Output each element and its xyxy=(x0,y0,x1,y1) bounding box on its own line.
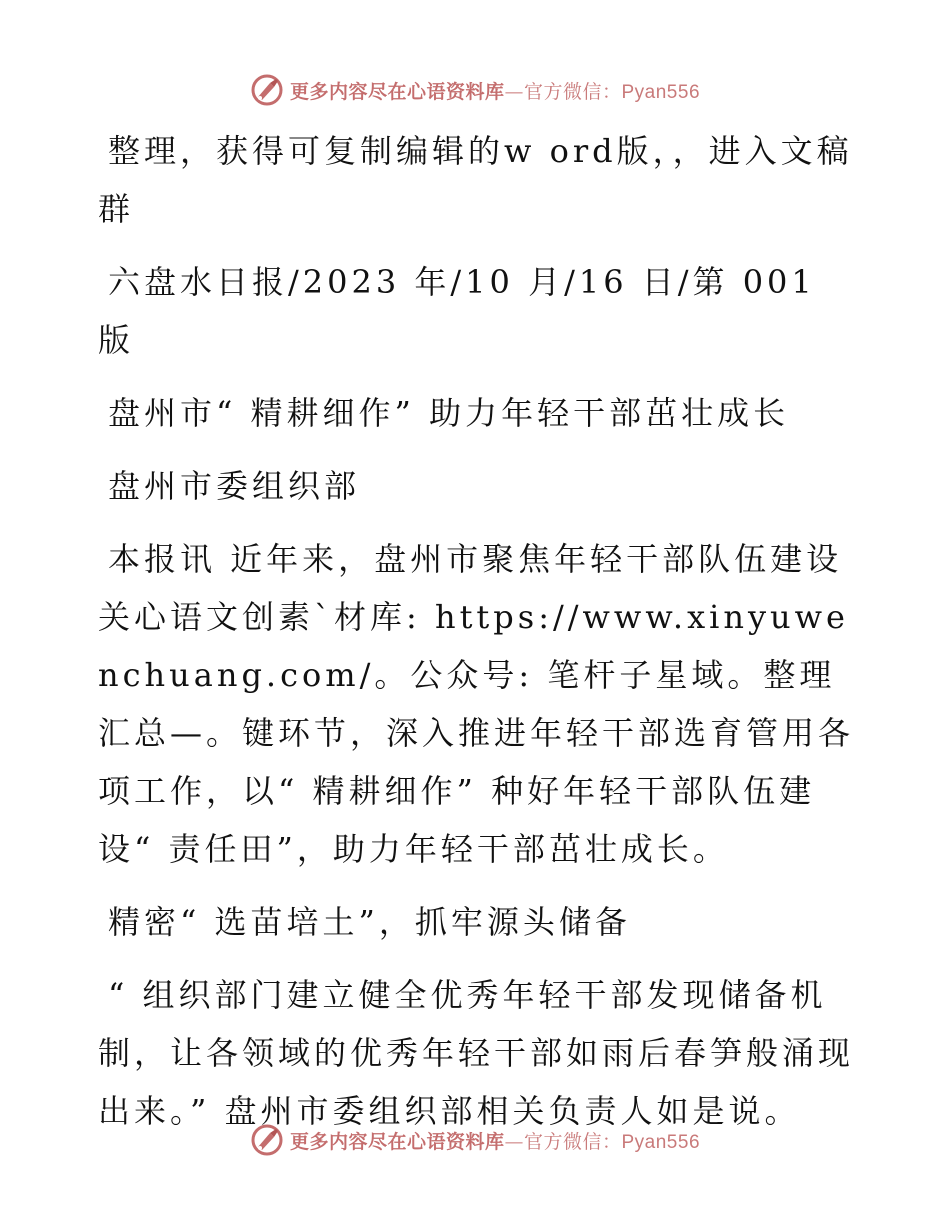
footer-watermark xyxy=(0,1120,950,1160)
article-author: 盘州市委组织部 xyxy=(108,467,361,505)
intro-line: 整理，获得可复制编辑的w ord版，，进入文稿群 xyxy=(98,132,853,228)
watermark-wechat-label: 官方微信： xyxy=(523,80,622,103)
pen-logo-icon xyxy=(250,1123,284,1157)
body-paragraph: 本报讯 近年来，盘州市聚焦年轻干部队伍建设关心语文创素`材库: https://www.xinyuwenchuang.com/。公众号: 笔杆子星域。整理汇总—。键环节，深入推进年轻干部选育管用各项工作，以“ 精耕细作” 种好年轻干部队伍建设“ 责任田”，助力年轻干部茁壮成长。 xyxy=(98,540,855,868)
watermark-separator: — xyxy=(504,80,524,103)
pen-logo-icon xyxy=(250,73,284,107)
watermark-text xyxy=(290,1127,700,1154)
article-title: 盘州市“ 精耕细作” 助力年轻干部茁壮成长 xyxy=(108,394,790,432)
watermark-brand: 更多内容尽在心语资料库 xyxy=(289,1130,505,1153)
header-watermark xyxy=(0,70,950,110)
document-body xyxy=(98,122,858,1155)
body-paragraph: “ 组织部门建立健全优秀年轻干部发现储备机制，让各领域的优秀年轻干部如雨后春笋般涌现出来。” 盘州市委组织部相关负责人如是说。 xyxy=(98,976,855,1130)
watermark-separator: — xyxy=(504,1130,524,1153)
watermark-wechat-label: 官方微信： xyxy=(523,1130,622,1153)
watermark-brand: 更多内容尽在心语资料库 xyxy=(289,80,505,103)
watermark-wechat-id: Pyan556 xyxy=(621,1131,701,1153)
section-heading: 精密“ 选苗培土”，抓牢源头储备 xyxy=(108,903,631,941)
watermark-wechat-id: Pyan556 xyxy=(621,81,701,103)
source-line: 六盘水日报/2023 年/10 月/16 日/第 001 版 xyxy=(98,263,830,359)
watermark-text xyxy=(290,77,700,104)
